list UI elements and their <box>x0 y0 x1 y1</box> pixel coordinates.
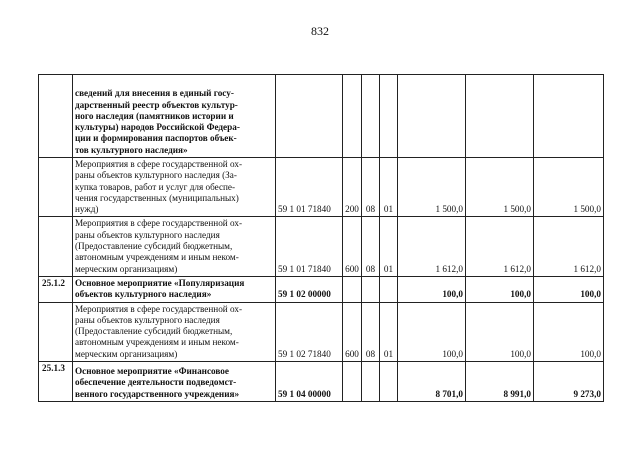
budget-table <box>38 74 604 402</box>
row-description <box>73 158 276 217</box>
description-line: мерческим организациям) <box>75 263 178 274</box>
expense-type: 600 <box>343 302 362 361</box>
description-line: (Предоставление субсидий бюджетным, <box>75 326 233 337</box>
target-code: 59 1 02 71840 <box>276 302 343 361</box>
table-body <box>39 75 604 402</box>
amount-year-1: 1 500,0 <box>398 158 466 217</box>
row-description <box>73 302 276 361</box>
expense-type <box>343 276 362 302</box>
section: 08 <box>362 217 380 276</box>
description-line: обеспечение деятельности подведомст- <box>75 377 237 388</box>
table-row <box>39 302 604 361</box>
description-line: дарственный реестр объектов культур- <box>75 99 238 110</box>
description-line: сведений для внесения в единый госу- <box>75 88 234 99</box>
table-row <box>39 362 604 402</box>
amount-year-2: 8 991,0 <box>466 362 534 402</box>
section <box>362 276 380 302</box>
expense-type <box>343 75 362 158</box>
row-description <box>73 362 276 402</box>
description-line: раны объектов культурного наследия <box>75 229 220 240</box>
row-description <box>73 276 276 302</box>
amount-year-1: 100,0 <box>398 276 466 302</box>
amount-year-3: 100,0 <box>534 302 604 361</box>
target-code: 59 1 04 00000 <box>276 362 343 402</box>
amount-year-2 <box>466 75 534 158</box>
amount-year-1: 8 701,0 <box>398 362 466 402</box>
description-line: Основное мероприятие «Популяризация <box>75 277 245 288</box>
amount-year-3: 1 500,0 <box>534 158 604 217</box>
expense-type <box>343 362 362 402</box>
target-code: 59 1 01 71840 <box>276 158 343 217</box>
amount-year-1: 100,0 <box>398 302 466 361</box>
amount-year-2: 1 500,0 <box>466 158 534 217</box>
description-line: культуры) народов Российской Федера- <box>75 122 240 133</box>
amount-year-3: 9 273,0 <box>534 362 604 402</box>
description-line: чения государственных (муниципальных) <box>75 192 239 203</box>
row-id <box>39 75 73 158</box>
amount-year-2: 1 612,0 <box>466 217 534 276</box>
description-line: ного наследия (памятников истории и <box>75 110 234 121</box>
subsection <box>380 362 398 402</box>
row-description <box>73 217 276 276</box>
description-line: автономным учреждениям и иным неком- <box>75 337 239 348</box>
subsection <box>380 75 398 158</box>
subsection: 01 <box>380 217 398 276</box>
description-line: Мероприятия в сфере государственной ох- <box>75 218 243 229</box>
description-line: объектов культурного наследия» <box>75 289 212 300</box>
amount-year-1: 1 612,0 <box>398 217 466 276</box>
amount-year-3: 100,0 <box>534 276 604 302</box>
amount-year-2: 100,0 <box>466 276 534 302</box>
target-code <box>276 75 343 158</box>
table-row <box>39 217 604 276</box>
description-line: Мероприятия в сфере государственной ох- <box>75 159 243 169</box>
description-line: Мероприятия в сфере государственной ох- <box>75 303 243 314</box>
target-code: 59 1 01 71840 <box>276 217 343 276</box>
amount-year-1 <box>398 75 466 158</box>
section: 08 <box>362 302 380 361</box>
expense-type: 600 <box>343 217 362 276</box>
description-line: (Предоставление субсидий бюджетным, <box>75 241 233 252</box>
description-line: тов культурного наследия» <box>75 144 188 155</box>
description-line: Основное мероприятие «Финансовое <box>75 366 229 377</box>
subsection: 01 <box>380 302 398 361</box>
description-line: автономным учреждениям и иным неком- <box>75 252 239 263</box>
expense-type: 200 <box>343 158 362 217</box>
row-id <box>39 158 73 217</box>
section: 08 <box>362 158 380 217</box>
description-line: мерческим организациям) <box>75 348 178 359</box>
row-id: 25.1.3 <box>39 362 73 402</box>
amount-year-3 <box>534 75 604 158</box>
table-row <box>39 158 604 217</box>
subsection: 01 <box>380 158 398 217</box>
subsection <box>380 276 398 302</box>
description-line: раны объектов культурного наследия (За- <box>75 170 237 181</box>
description-line: нужд) <box>75 204 99 215</box>
description-line: купка товаров, работ и услуг для обеспе- <box>75 181 236 192</box>
page-number: 832 <box>311 24 329 38</box>
target-code: 59 1 02 00000 <box>276 276 343 302</box>
row-id: 25.1.2 <box>39 276 73 302</box>
amount-year-3: 1 612,0 <box>534 217 604 276</box>
description-line: венного государственного учреждения» <box>75 388 240 399</box>
row-description <box>73 75 276 158</box>
table-row <box>39 75 604 158</box>
row-id <box>39 217 73 276</box>
section <box>362 362 380 402</box>
description-line: раны объектов культурного наследия <box>75 314 220 325</box>
amount-year-2: 100,0 <box>466 302 534 361</box>
table-row <box>39 276 604 302</box>
section <box>362 75 380 158</box>
row-id <box>39 302 73 361</box>
description-line: ции и формирования паспортов объек- <box>75 133 237 144</box>
